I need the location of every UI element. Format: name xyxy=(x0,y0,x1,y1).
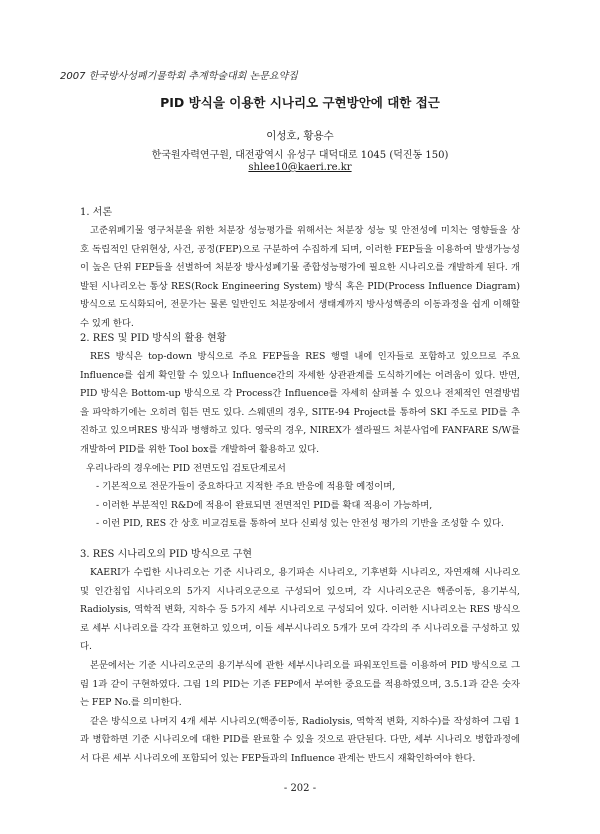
section-res-to-pid xyxy=(80,546,520,769)
paper-title: PID 방식을 이용한 시나리오 구현방안에 대한 접근 xyxy=(160,95,440,110)
section-heading: 2. RES 및 PID 방식의 활용 현황 xyxy=(80,333,227,344)
authors: 이성호, 황용수 xyxy=(266,130,334,142)
section-heading: 1. 서론 xyxy=(80,207,113,218)
bullet-item: - 이런 PID, RES 간 상호 비교검토를 통하여 보다 신뢰성 있는 안전성 평가의 기반을 조성할 수 있다. xyxy=(96,518,504,530)
journal-header: 2007 한국방사성폐기물학회 추계학술대회 논문요약집 xyxy=(60,71,298,82)
email-link[interactable]: shlee10@kaeri.re.kr xyxy=(248,162,352,173)
email-line xyxy=(0,162,600,173)
section-paragraph: 고준위폐기물 영구처분을 위한 처분장 성능평가를 위해서는 처분장 성능 및 안전성에 미치는 영향들을 상호 독립적인 단위현상, 사건, 공정(FEP)으로 구분하여 수집하게 되며, 이러한 FEP들을 이용하여 발생가능성이 높은 단위 FEP들을 선별하여 처분장 방사성폐기물 종합성능평가에 필요한 시나리오를 개발하게 된다. 개발된 시나리오는 통상 RES(Rock Engineering System) 방식 혹은 PID(Process Influence Diagram) 방식으로 도식화되어, 전문가는 물론 일반인도 처분장에서 생태계까지 방사성핵종의 이동과정을 쉽게 이해할 수 있게 한다. xyxy=(80,225,520,329)
bullet-list xyxy=(80,478,520,534)
section-paragraph: KAERI가 수립한 시나리오는 기준 시나리오, 용기파손 시나리오, 기후변화 시나리오, 자연재해 시나리오 및 인간침입 시나리오의 5가지 시나리오군으로 구성되어 있으며, 각 시나리오군은 핵종이동, 용기부식, Radiolysis, 역학적 변화, 지하수 등 5가지 세부 시나리오로 구성되어 있다. 이러한 시나리오는 RES 방식으로 세부 시나리오를 각각 표현하고 있으며, 이들 세부시나리오 5개가 모여 각각의 주 시나리오를 구성하고 있다. xyxy=(80,567,520,653)
section-introduction xyxy=(80,204,520,334)
bullet-intro: 우리나라의 경우에는 PID 전면도입 검토단계로서 xyxy=(86,462,286,474)
section-paragraph: RES 방식은 top-down 방식으로 주요 FEP들을 RES 행렬 내에 인자들로 포함하고 있으므로 주요 Influence를 쉽게 확인할 수 있으나 Influence간의 자세한 상관관계를 도식하기에는 어려움이 있다. 반면, PID 방식은 Bottom-up 방식으로 각 Process간 Influence를 자세히 살펴볼 수 있으나 전체적인 연결방법을 파악하기에는 오히려 힘든 면도 있다. 스웨덴의 경우, SITE-94 Project를 통하여 SKI 주도로 PID를 추진하고 있으며RES 방식과 병행하고 있다. 영국의 경우, NIREX가 셀라필드 처분사업에 FANFARE S/W를 개발하여 PID를 위한 Tool box를 개발하여 활용하고 있다. xyxy=(80,351,520,455)
section-paragraph: 본문에서는 기준 시나리오군의 용기부식에 관한 세부시나리오를 파워포인트를 이용하여 PID 방식으로 그림 1과 같이 구현하였다. 그림 1의 PID는 기존 FEP에서 부여한 중요도를 적용하였으며, 3.5.1과 같은 숫자는 FEP No.를 의미한다. xyxy=(80,659,520,709)
bullet-item: - 기본적으로 전문가들이 중요하다고 지적한 주요 반응에 적용할 예정이며, xyxy=(96,481,396,493)
section-res-pid-status xyxy=(80,330,520,534)
section-paragraph: 같은 방식으로 나머지 4개 세부 시나리오(핵종이동, Radiolysis, 역학적 변화, 지하수)를 작성하여 그림 1과 병합하면 기준 시나리오에 대한 PID를 완료할 수 있을 것으로 판단된다. 다만, 세부 시나리오 병합과정에서 다른 세부 시나리오에 포함되어 있는 FEP들과의 Influence 관계는 반드시 재확인하여야 한다. xyxy=(80,715,520,764)
section-heading: 3. RES 시나리오의 PID 방식으로 구현 xyxy=(80,549,253,560)
bullet-item: - 이러한 부분적인 R&D에 적용이 완료되면 전면적인 PID를 확대 적용이 가능하며, xyxy=(96,499,433,511)
page-number: - 202 - xyxy=(283,783,317,794)
affiliation: 한국원자력연구원, 대전광역시 유성구 대덕대로 1045 (덕진동 150) xyxy=(151,150,449,161)
